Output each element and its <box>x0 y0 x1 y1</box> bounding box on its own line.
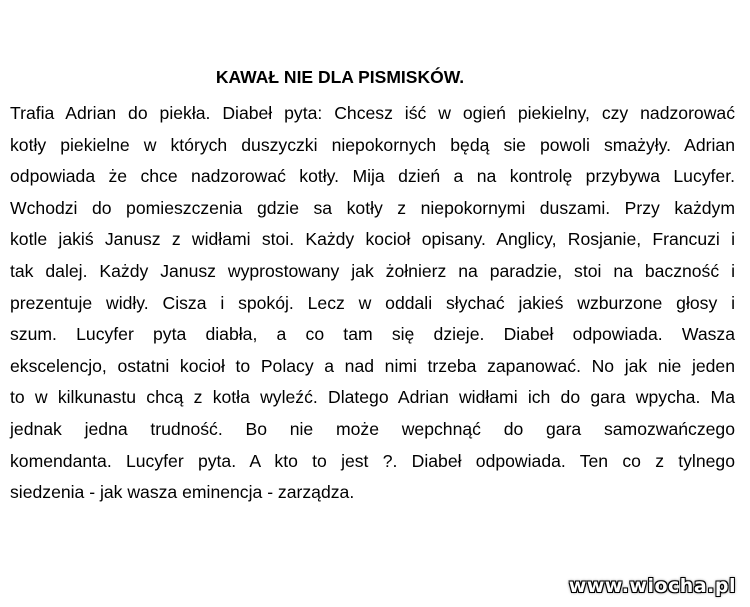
text-line-3: odpowiada że chce nadzorować kotły. Mija dzień a na kontrolę przybywa Lucyfer. <box>10 166 735 187</box>
watermark: www.wiocha.pl <box>568 575 736 597</box>
text-line-1: Trafia Adrian do piekła. Diabeł pyta: Chcesz iść w ogień piekielny, czy nadzorować <box>10 103 735 123</box>
text-line-6: tak dalej. Każdy Janusz wyprostowany jak żołnierz na paradzie, stoi na baczność i <box>10 260 735 281</box>
text-line-7: prezentuje widły. Cisza i spokój. Lecz w oddali słychać jakieś wzburzone głosy i <box>10 292 735 313</box>
text-line-11: jednak jedna trudność. Bo nie może wepchnąć do gara samozwańczego <box>10 418 735 439</box>
text-line-5: kotle jakiś Janusz z widłami stoi. Każdy kocioł opisany. Anglicy, Rosjanie, Francuzi i <box>10 229 735 250</box>
text-line-10: to w kilkunastu chcą z kotła wyleźć. Dlatego Adrian widłami ich do gara wpycha. Ma <box>10 387 735 408</box>
text-line-4: Wchodzi do pomieszczenia gdzie sa kotły z niepokornymi duszami. Przy każdym <box>10 197 735 218</box>
text-line-9: ekscelencjo, ostatni kocioł to Polacy a nad nimi trzeba zapanować. No jak nie jeden <box>10 355 735 376</box>
document-title: KAWAŁ NIE DLA PISMISKÓW. <box>215 67 465 87</box>
text-line-2: kotły piekielne w których duszyczki niepokornych będą sie powoli smażyły. Adrian <box>10 134 735 155</box>
document-body <box>10 98 735 509</box>
text-line-13: siedzenia - jak wasza eminencja - zarządza. <box>10 482 355 503</box>
text-line-8: szum. Lucyfer pyta diabła, a co tam się dzieje. Diabeł odpowiada. Wasza <box>10 324 735 345</box>
text-line-12: komendanta. Lucyfer pyta. A kto to jest ?. Diabeł odpowiada. Ten co z tylnego <box>10 450 735 471</box>
